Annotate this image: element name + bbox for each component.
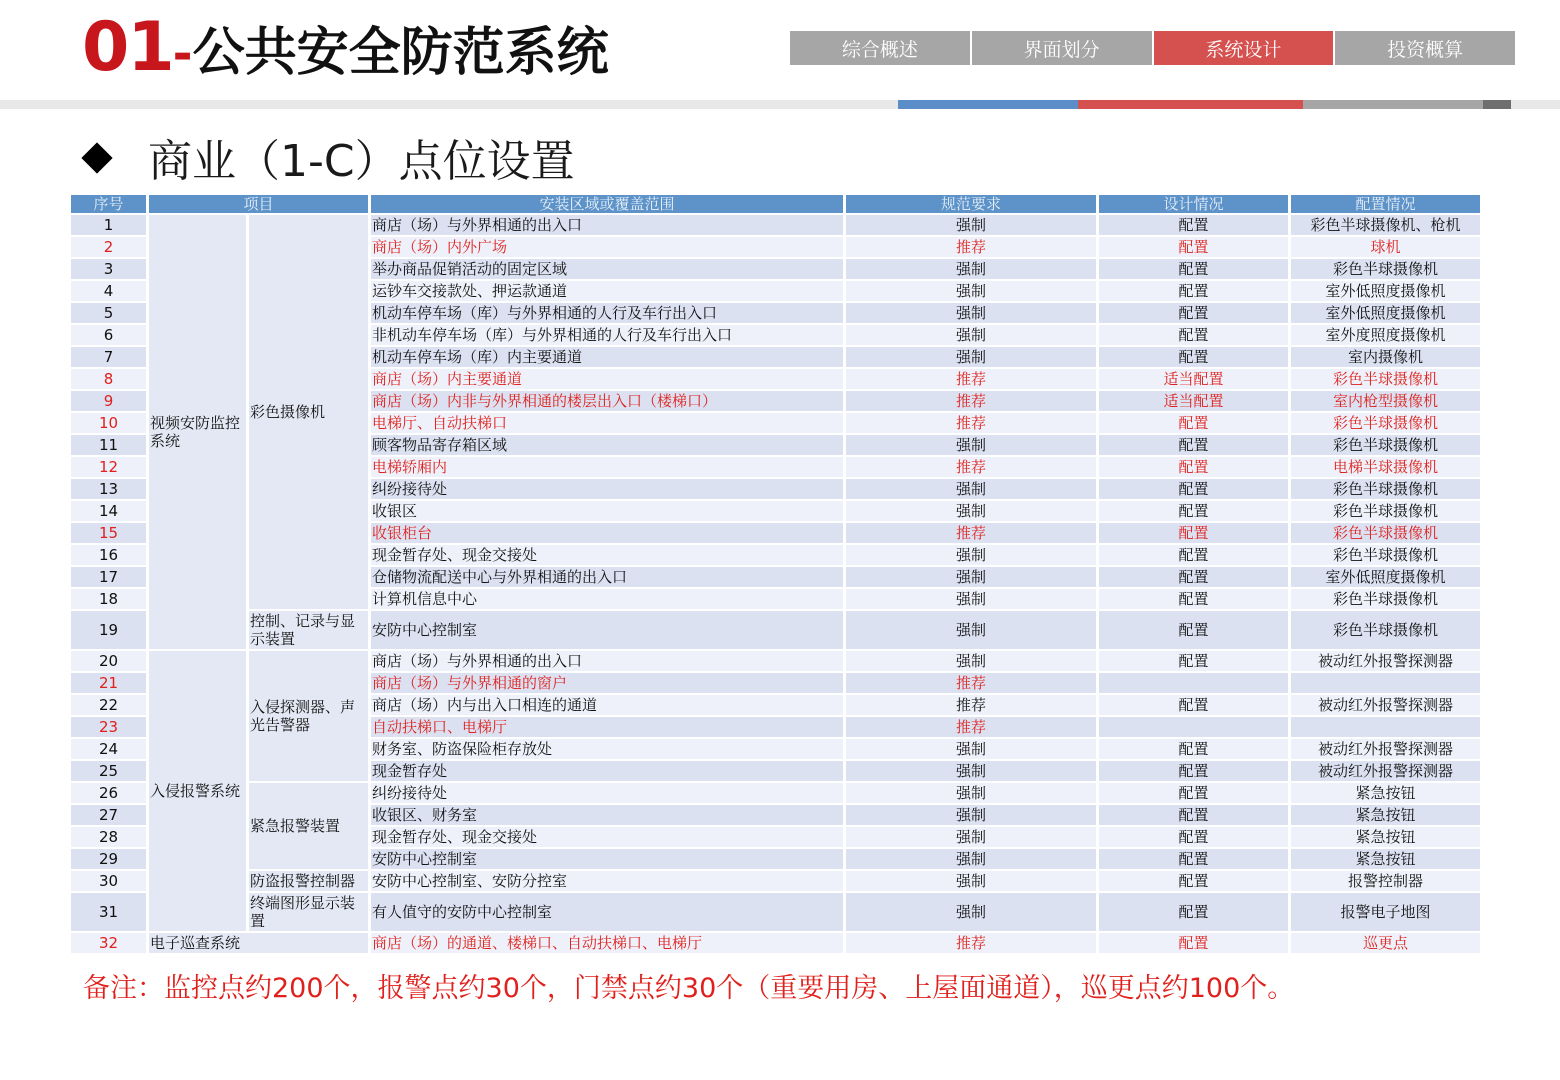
progress-segment-dark: [1483, 100, 1511, 109]
cell-config: 室内摄像机: [1291, 347, 1480, 367]
cell-no: 7: [71, 347, 146, 367]
cell-design: 配置: [1099, 695, 1288, 715]
cell-area: 商店（场）的通道、楼梯口、自动扶梯口、电梯厅: [371, 933, 843, 953]
progress-segment-blue: [898, 100, 1078, 109]
col-header-no: 序号: [71, 195, 146, 213]
points-table-wrapper: [71, 195, 1483, 953]
cell-no: 5: [71, 303, 146, 323]
cell-area: 商店（场）与外界相通的窗户: [371, 673, 843, 693]
cell-area: 商店（场）内外广场: [371, 237, 843, 257]
cell-area: 安防中心控制室: [371, 849, 843, 869]
cell-no: 19: [71, 611, 146, 649]
cell-no: 18: [71, 589, 146, 609]
footnote: 备注：监控点约200个，报警点约30个，门禁点约30个（重要用房、上屋面通道），巡更点约100个。: [83, 973, 1295, 1004]
cell-area: 非机动车停车场（库）与外界相通的人行及车行出入口: [371, 325, 843, 345]
cell-config: 被动红外报警探测器: [1291, 761, 1480, 781]
cell-design: 配置: [1099, 783, 1288, 803]
cell-design: 配置: [1099, 215, 1288, 235]
cell-requirement: 强制: [846, 479, 1096, 499]
cell-design: 适当配置: [1099, 369, 1288, 389]
cell-config: 紧急按钮: [1291, 783, 1480, 803]
chapter-number: 01: [82, 8, 173, 87]
cell-requirement: 强制: [846, 761, 1096, 781]
group-patrol: 电子巡查系统: [149, 933, 368, 953]
cell-requirement: 强制: [846, 259, 1096, 279]
cell-no: 17: [71, 567, 146, 587]
cell-no: 31: [71, 893, 146, 931]
cell-area: 纠纷接待处: [371, 783, 843, 803]
cell-design: 配置: [1099, 479, 1288, 499]
cell-design: 配置: [1099, 281, 1288, 301]
cell-area: 顾客物品寄存箱区域: [371, 435, 843, 455]
cell-area: 商店（场）内非与外界相通的楼层出入口（楼梯口）: [371, 391, 843, 411]
cell-design: 配置: [1099, 589, 1288, 609]
cell-requirement: 强制: [846, 739, 1096, 759]
cell-requirement: 强制: [846, 303, 1096, 323]
cell-config: 紧急按钮: [1291, 827, 1480, 847]
cell-no: 23: [71, 717, 146, 737]
cell-no: 28: [71, 827, 146, 847]
cell-area: 商店（场）与外界相通的出入口: [371, 215, 843, 235]
cell-config: 彩色半球摄像机: [1291, 413, 1480, 433]
cell-config: 紧急按钮: [1291, 849, 1480, 869]
cell-requirement: 强制: [846, 435, 1096, 455]
cell-design: 配置: [1099, 501, 1288, 521]
cell-design: 配置: [1099, 871, 1288, 891]
points-table: [68, 193, 1483, 955]
cell-requirement: 强制: [846, 849, 1096, 869]
group-intrusion-alarm: 入侵报警系统: [149, 651, 246, 931]
cell-design: 配置: [1099, 523, 1288, 543]
cell-requirement: 强制: [846, 215, 1096, 235]
cell-design: 配置: [1099, 611, 1288, 649]
cell-config: [1291, 717, 1480, 737]
cell-area: 机动车停车场（库）与外界相通的人行及车行出入口: [371, 303, 843, 323]
cell-requirement: 强制: [846, 783, 1096, 803]
cell-no: 16: [71, 545, 146, 565]
table-row: [71, 893, 1480, 931]
cell-requirement: 推荐: [846, 391, 1096, 411]
cell-design: 配置: [1099, 303, 1288, 323]
cell-requirement: 强制: [846, 651, 1096, 671]
cell-design: 配置: [1099, 567, 1288, 587]
cell-no: 2: [71, 237, 146, 257]
cell-design: 配置: [1099, 413, 1288, 433]
cell-no: 13: [71, 479, 146, 499]
cell-design: 配置: [1099, 827, 1288, 847]
cell-requirement: 推荐: [846, 369, 1096, 389]
cell-no: 14: [71, 501, 146, 521]
top-nav: [790, 31, 1515, 65]
cell-requirement: 强制: [846, 567, 1096, 587]
cell-no: 12: [71, 457, 146, 477]
cell-no: 27: [71, 805, 146, 825]
col-header-area: 安装区域或覆盖范围: [371, 195, 843, 213]
cell-design: 配置: [1099, 761, 1288, 781]
cell-design: 配置: [1099, 651, 1288, 671]
cell-config: 巡更点: [1291, 933, 1480, 953]
cell-design: 配置: [1099, 893, 1288, 931]
cell-config: 彩色半球摄像机: [1291, 545, 1480, 565]
cell-config: 电梯半球摄像机: [1291, 457, 1480, 477]
cell-area: 安防中心控制室: [371, 611, 843, 649]
cell-requirement: 强制: [846, 893, 1096, 931]
cell-requirement: 强制: [846, 501, 1096, 521]
cell-area: 收银区、财务室: [371, 805, 843, 825]
cell-area: 安防中心控制室、安防分控室: [371, 871, 843, 891]
nav-tab-overview[interactable]: 综合概述: [790, 31, 970, 65]
cell-config: [1291, 673, 1480, 693]
cell-no: 15: [71, 523, 146, 543]
cell-design: 配置: [1099, 739, 1288, 759]
cell-no: 6: [71, 325, 146, 345]
cell-area: 自动扶梯口、电梯厅: [371, 717, 843, 737]
cell-design: 适当配置: [1099, 391, 1288, 411]
table-row: [71, 871, 1480, 891]
cell-config: 紧急按钮: [1291, 805, 1480, 825]
cell-no: 25: [71, 761, 146, 781]
cell-config: 彩色半球摄像机: [1291, 611, 1480, 649]
cell-no: 1: [71, 215, 146, 235]
table-row: [71, 933, 1480, 953]
table-header-row: [71, 195, 1480, 213]
cell-area: 纠纷接待处: [371, 479, 843, 499]
cell-design: 配置: [1099, 237, 1288, 257]
col-header-requirement: 规范要求: [846, 195, 1096, 213]
cell-design: 配置: [1099, 435, 1288, 455]
cell-config: 室外低照度摄像机: [1291, 567, 1480, 587]
progress-segment-gray: [1303, 100, 1483, 109]
header: [0, 0, 1560, 112]
section-title: 商业（1-C）点位设置: [148, 136, 575, 187]
cell-no: 24: [71, 739, 146, 759]
cell-no: 9: [71, 391, 146, 411]
subgroup-emergency: 紧急报警装置: [249, 783, 368, 869]
cell-config: 彩色半球摄像机: [1291, 479, 1480, 499]
group-video-surveillance: 视频安防监控系统: [149, 215, 246, 649]
nav-tab-system-design[interactable]: 系统设计: [1154, 31, 1334, 65]
table-row: [71, 783, 1480, 803]
cell-area: 商店（场）与外界相通的出入口: [371, 651, 843, 671]
cell-design: 配置: [1099, 933, 1288, 953]
cell-no: 30: [71, 871, 146, 891]
nav-tab-interface[interactable]: 界面划分: [972, 31, 1152, 65]
chapter-dash: -: [172, 26, 193, 82]
cell-config: 室外度照度摄像机: [1291, 325, 1480, 345]
cell-config: 彩色半球摄像机: [1291, 435, 1480, 455]
cell-design: 配置: [1099, 849, 1288, 869]
cell-area: 电梯轿厢内: [371, 457, 843, 477]
col-header-design: 设计情况: [1099, 195, 1288, 213]
cell-design: 配置: [1099, 457, 1288, 477]
cell-requirement: 强制: [846, 871, 1096, 891]
table-row: [71, 215, 1480, 235]
col-header-item: 项目: [149, 195, 368, 213]
cell-config: 被动红外报警探测器: [1291, 695, 1480, 715]
cell-requirement: 推荐: [846, 673, 1096, 693]
subgroup-color-camera: 彩色摄像机: [249, 215, 368, 609]
cell-area: 有人值守的安防中心控制室: [371, 893, 843, 931]
cell-requirement: 推荐: [846, 695, 1096, 715]
cell-area: 现金暂存处、现金交接处: [371, 827, 843, 847]
cell-area: 财务室、防盗保险柜存放处: [371, 739, 843, 759]
subgroup-anti-theft: 防盗报警控制器: [249, 871, 368, 891]
cell-config: 彩色半球摄像机: [1291, 259, 1480, 279]
cell-config: 彩色半球摄像机: [1291, 523, 1480, 543]
nav-tab-investment[interactable]: 投资概算: [1335, 31, 1515, 65]
cell-config: 彩色半球摄像机: [1291, 589, 1480, 609]
chapter-heading: [82, 8, 609, 88]
cell-area: 举办商品促销活动的固定区域: [371, 259, 843, 279]
cell-requirement: 强制: [846, 325, 1096, 345]
cell-no: 10: [71, 413, 146, 433]
cell-design: 配置: [1099, 545, 1288, 565]
cell-area: 运钞车交接款处、押运款通道: [371, 281, 843, 301]
cell-design: 配置: [1099, 347, 1288, 367]
cell-design: 配置: [1099, 325, 1288, 345]
diamond-bullet-icon: [81, 142, 112, 173]
col-header-config: 配置情况: [1291, 195, 1480, 213]
cell-requirement: 强制: [846, 347, 1096, 367]
cell-requirement: 推荐: [846, 457, 1096, 477]
cell-no: 29: [71, 849, 146, 869]
cell-config: 室外低照度摄像机: [1291, 281, 1480, 301]
cell-no: 3: [71, 259, 146, 279]
cell-area: 机动车停车场（库）内主要通道: [371, 347, 843, 367]
cell-area: 电梯厅、自动扶梯口: [371, 413, 843, 433]
cell-config: 球机: [1291, 237, 1480, 257]
cell-no: 4: [71, 281, 146, 301]
subgroup-terminal-display: 终端图形显示装置: [249, 893, 368, 931]
cell-design: [1099, 673, 1288, 693]
cell-area: 计算机信息中心: [371, 589, 843, 609]
cell-requirement: 强制: [846, 827, 1096, 847]
cell-no: 8: [71, 369, 146, 389]
cell-config: 室内枪型摄像机: [1291, 391, 1480, 411]
cell-area: 收银柜台: [371, 523, 843, 543]
cell-config: 彩色半球摄像机: [1291, 369, 1480, 389]
cell-requirement: 推荐: [846, 413, 1096, 433]
subgroup-detector: 入侵探测器、声光告警器: [249, 651, 368, 781]
cell-area: 收银区: [371, 501, 843, 521]
cell-requirement: 强制: [846, 805, 1096, 825]
cell-no: 32: [71, 933, 146, 953]
cell-design: 配置: [1099, 259, 1288, 279]
cell-config: 被动红外报警探测器: [1291, 739, 1480, 759]
cell-config: 室外低照度摄像机: [1291, 303, 1480, 323]
cell-no: 11: [71, 435, 146, 455]
cell-design: [1099, 717, 1288, 737]
cell-requirement: 推荐: [846, 523, 1096, 543]
cell-config: 被动红外报警探测器: [1291, 651, 1480, 671]
cell-config: 报警控制器: [1291, 871, 1480, 891]
cell-config: 报警电子地图: [1291, 893, 1480, 931]
cell-no: 20: [71, 651, 146, 671]
cell-requirement: 推荐: [846, 933, 1096, 953]
cell-no: 22: [71, 695, 146, 715]
cell-area: 仓储物流配送中心与外界相通的出入口: [371, 567, 843, 587]
cell-requirement: 强制: [846, 589, 1096, 609]
cell-design: 配置: [1099, 805, 1288, 825]
cell-requirement: 强制: [846, 545, 1096, 565]
table-row: [71, 651, 1480, 671]
cell-requirement: 推荐: [846, 717, 1096, 737]
cell-area: 商店（场）内主要通道: [371, 369, 843, 389]
cell-config: 彩色半球摄像机、枪机: [1291, 215, 1480, 235]
cell-requirement: 强制: [846, 281, 1096, 301]
cell-area: 现金暂存处: [371, 761, 843, 781]
cell-area: 商店（场）内与出入口相连的通道: [371, 695, 843, 715]
cell-no: 26: [71, 783, 146, 803]
cell-requirement: 强制: [846, 611, 1096, 649]
cell-area: 现金暂存处、现金交接处: [371, 545, 843, 565]
chapter-title: 公共安全防范系统: [192, 23, 609, 83]
cell-no: 21: [71, 673, 146, 693]
subgroup-control-display: 控制、记录与显示装置: [249, 611, 368, 649]
table-row: [71, 611, 1480, 649]
progress-segment-red: [1078, 100, 1303, 109]
cell-requirement: 推荐: [846, 237, 1096, 257]
cell-config: 彩色半球摄像机: [1291, 501, 1480, 521]
